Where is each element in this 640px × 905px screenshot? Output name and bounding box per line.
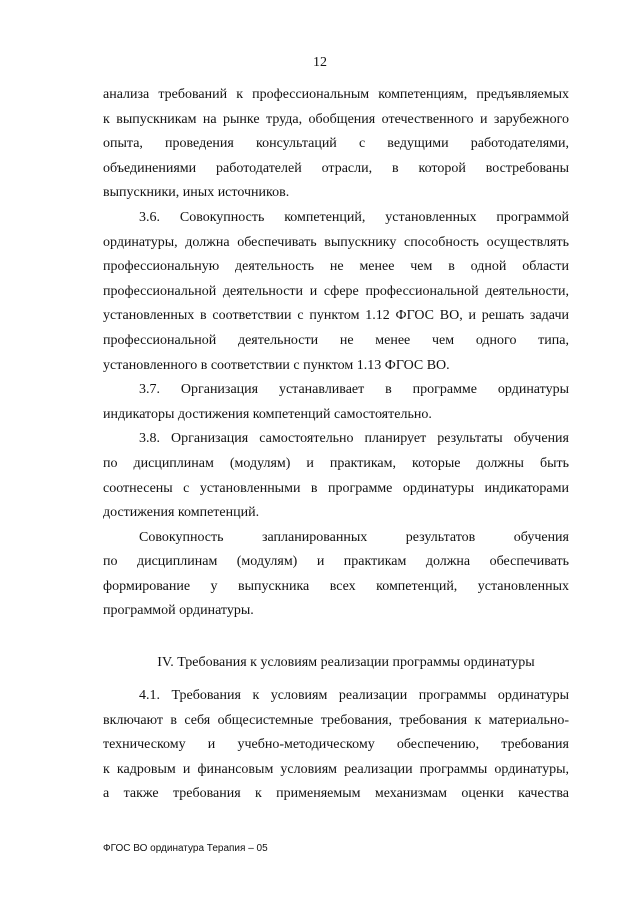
text-line: а также требования к применяемым механизмам оценки качества bbox=[103, 786, 569, 802]
text-line: анализа требований к профессиональным компетенциям, предъявляемых bbox=[103, 87, 569, 102]
text-line: техническому и учебно-методическому обеспечению, требования bbox=[103, 737, 569, 753]
text-line: установленных в соответствии с пунктом 1.12 ФГОС ВО, и решать задачи bbox=[103, 308, 569, 324]
text-line: по дисциплинам (модулям) и практикам, которые должны быть bbox=[103, 455, 569, 471]
text-line: достижения компетенций. bbox=[103, 505, 260, 521]
text-line: программой ординатуры. bbox=[103, 603, 254, 619]
text-line: выпускники, иных источников. bbox=[103, 185, 290, 201]
text-line: к кадровым и финансовым условиям реализации программы ординатуры, bbox=[103, 761, 569, 777]
text-line: профессиональной деятельности не менее чем одного типа, bbox=[103, 332, 569, 348]
text-line: профессиональной деятельности и сфере профессиональной деятельности, bbox=[103, 283, 569, 299]
text-line: опыта, проведения консультаций с ведущими работодателями, bbox=[103, 136, 569, 152]
text-line: ординатуры, должна обеспечивать выпускнику способность осуществлять bbox=[103, 234, 569, 250]
text-line: индикаторы достижения компетенций самостоятельно. bbox=[103, 406, 432, 422]
text-line: соотнесены с установленными в программе ординатуры индикаторами bbox=[103, 480, 569, 496]
paragraph-3-8-line: 3.8. Организация самостоятельно планирует результаты обучения bbox=[139, 431, 569, 447]
text-line: включают в себя общесистемные требования, требования к материально- bbox=[103, 712, 569, 728]
text-line: по дисциплинам (модулям) и практикам должна обеспечивать bbox=[103, 554, 569, 570]
text-line: профессиональную деятельность не менее чем в одной области bbox=[103, 259, 569, 275]
text-line: установленного в соответствии с пунктом 1.13 ФГОС ВО. bbox=[103, 357, 450, 373]
text-line: объединениями работодателей отрасли, в которой востребованы bbox=[103, 160, 569, 176]
paragraph-3-6-line: 3.6. Совокупность компетенций, установленных программой bbox=[139, 209, 569, 225]
text-line: формирование у выпускника всех компетенций, установленных bbox=[103, 578, 569, 594]
document-body bbox=[103, 83, 569, 807]
page-number: 12 bbox=[313, 55, 327, 70]
paragraph-aggregate-line: Совокупность запланированных результатов обучения bbox=[139, 529, 569, 545]
paragraph-4-1-line: 4.1. Требования к условиям реализации программы ординатуры bbox=[139, 688, 569, 704]
paragraph-3-7-line: 3.7. Организация устанавливает в программе ординатуры bbox=[139, 382, 569, 398]
section-heading: IV. Требования к условиям реализации программы ординатуры bbox=[157, 655, 535, 671]
section-gap bbox=[103, 624, 569, 648]
document-footer: ФГОС ВО ординатура Терапия – 05 bbox=[103, 843, 268, 854]
text-line: к выпускникам на рынке труда, обобщения отечественного и зарубежного bbox=[103, 111, 569, 127]
